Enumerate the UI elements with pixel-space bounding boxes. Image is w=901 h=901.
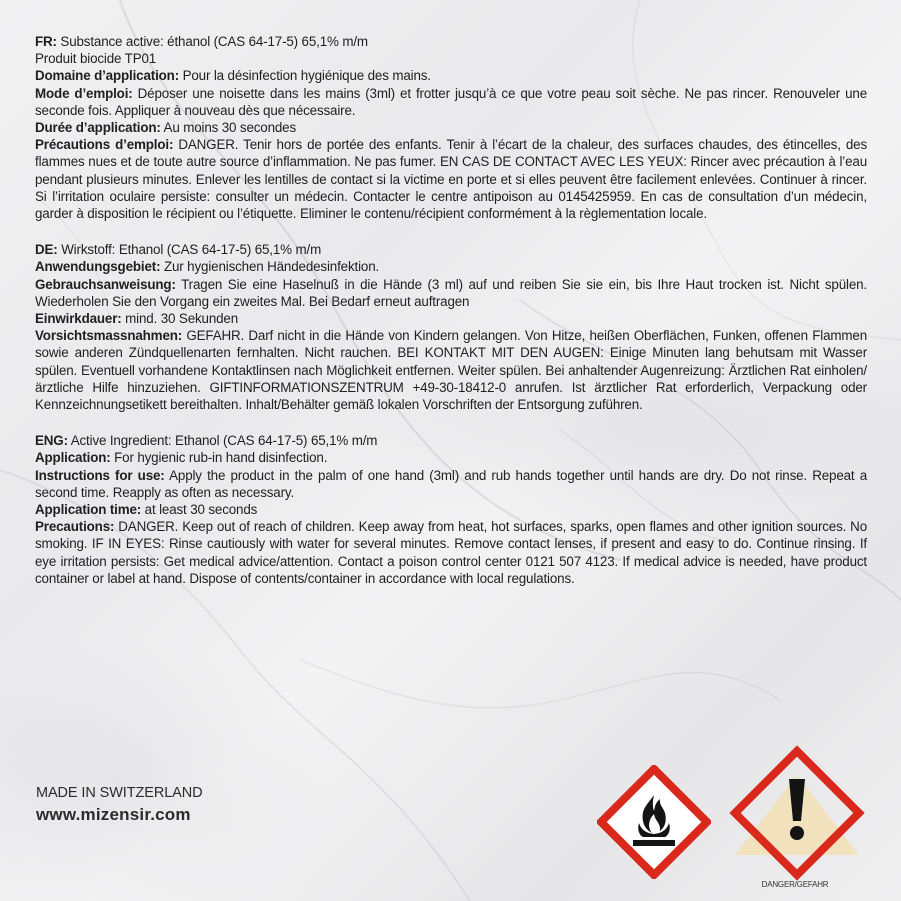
de-use	[35, 276, 867, 310]
danger-label: DANGER/GEFAHR	[761, 880, 829, 889]
de-time-label: Einwirkdauer:	[35, 311, 122, 327]
fr-prec-label: Précautions d’emploi:	[35, 137, 174, 153]
en-use-text: Apply the product in the palm of one hand (3ml) and rub hands together until hands are dry. Do not rinse. Repeat a second time. Reapply as often as necessary.	[35, 467, 868, 500]
en-app-label: Application:	[35, 450, 111, 466]
en-prec-label: Precautions:	[35, 519, 115, 535]
fr-duree-text: Au moins 30 secondes	[160, 120, 297, 136]
de-substance-text: Wirkstoff: Ethanol (CAS 64-17-5) 65,1% m/m	[57, 242, 322, 258]
fr-duree	[35, 119, 867, 136]
de-lang-label: DE:	[35, 242, 58, 258]
fr-lang-label: FR:	[35, 34, 57, 49]
fr-substance-text: Substance active: éthanol (CAS 64-17-5) 65,1% m/m	[56, 34, 368, 49]
made-in-label: MADE IN SWITZERLAND	[36, 785, 203, 801]
en-application	[35, 449, 867, 466]
en-time	[35, 501, 867, 518]
en-lang-label: ENG:	[35, 433, 68, 449]
en-substance	[35, 432, 867, 449]
fr-mode	[35, 85, 867, 119]
flame-icon	[597, 765, 711, 879]
fr-precautions	[35, 136, 867, 222]
fr-domain-text: Pour la désinfection hygiénique des mains.	[179, 68, 431, 84]
en-app-text: For hygienic rub-in hand disinfection.	[110, 450, 328, 466]
en-use-label: Instructions for use:	[35, 467, 165, 483]
en-time-label: Application time:	[35, 502, 142, 518]
fr-domain-label: Domaine d’application:	[35, 68, 180, 84]
website-link[interactable]: www.mizensir.com	[36, 805, 191, 824]
de-use-text: Tragen Sie eine Haselnuß in die Hände (3 ml) auf und reiben Sie sie ein, bis Ihre Haut trocken ist. Nicht spülen. Wiederholen Sie den Vorgang ein zweites Mal. Bei Bedarf erneut auftragen	[35, 276, 867, 309]
en-substance-text: Active Ingredient: Ethanol (CAS 64-17-5) 65,1% m/m	[67, 433, 378, 449]
exclamation-icon	[727, 745, 867, 885]
en-time-text: at least 30 seconds	[141, 502, 258, 518]
section-fr	[35, 33, 867, 222]
section-de	[35, 241, 867, 413]
de-prec-label: Vorsichtsmassnahmen:	[35, 328, 183, 344]
footer	[36, 785, 202, 825]
fr-substance	[35, 33, 867, 50]
de-area	[35, 258, 867, 275]
de-prec-text: GEFAHR. Darf nicht in die Hände von Kindern gelangen. Von Hitze, heißen Oberflächen, Funken, offenen Flammen sowie anderen Zündquellenarten fernhalten. Nicht rauchen. BEI KONTAKT MIT DEN AUGEN: Einige Minuten lang behutsam mit Wasser spülen. Eventuell vorhandene Kontaktlinsen nach Möglichkeit entfernen. Weiter spülen. Bei anhaltender Augenreizung: Ärztlichen Rat einholen/ärztliche Hilfe hinzuziehen. GIFTINFORMATIONSZENTRUM +49-30-18412-0 anrufen. Ist ärztlicher Rat erforderlich, Verpackung oder Kennzeichnungsetikett bereithalten. Inhalt/Behälter gemäß lokalen Vorschriften der Entsorgung zuführen.	[35, 328, 867, 413]
de-substance	[35, 241, 867, 258]
fr-biocide: Produit biocide TP01	[35, 51, 157, 67]
de-area-label: Anwendungsgebiet:	[35, 259, 161, 275]
en-use	[35, 467, 867, 501]
fr-duree-label: Durée d’application:	[35, 120, 161, 136]
de-time-text: mind. 30 Sekunden	[121, 311, 239, 327]
en-precautions	[35, 518, 867, 587]
en-prec-text: DANGER. Keep out of reach of children. Keep away from heat, hot surfaces, sparks, open flames and other ignition sources. No smoking. IF IN EYES: Rinse cautiously with water for several minutes. Remove contact lenses, if present and easy to do. Continue rinsing. If eye irritation persists: Get medical advice/attention. Contact a poison control center 0121 507 4123. If medical advice is needed, have product container or label at hand. Dispose of contents/container in accordance with local regulations.	[35, 519, 867, 586]
fr-mode-label: Mode d’emploi:	[35, 85, 133, 101]
fr-prec-text: DANGER. Tenir hors de portée des enfants. Tenir à l’écart de la chaleur, des surfaces chaudes, des étincelles, des flammes nues et de toute autre source d’inflammation. Ne pas fumer. EN CAS DE CONTACT AVEC LES YEUX: Rincer avec précaution à l’eau pendant plusieurs minutes. Enlever les lentilles de contact si la victime en porte et si elles peuvent être facilement enlevées. Continuer à rincer. Si l’irritation oculaire persiste: consulter un médecin. Contacter le centre antipoison au 0145425959. En cas de consultation d’un médecin, garder à disposition le récipient ou l’étiquette. Eliminer le contenu/récipient conformément à la règlementation locale.	[35, 137, 868, 222]
de-time	[35, 310, 867, 327]
fr-domain	[35, 67, 867, 84]
fr-mode-text: Déposer une noisette dans les mains (3ml) et frotter jusqu’à ce que votre peau soit sèche. Ne pas rincer. Renouveler une seconde fois. Appliquer à nouveau dès que nécessaire.	[35, 85, 868, 118]
de-area-text: Zur hygienischen Händedesinfektion.	[160, 259, 380, 275]
section-en	[35, 432, 867, 587]
de-use-label: Gebrauchsanweisung:	[35, 276, 176, 292]
de-precautions	[35, 327, 867, 413]
label-text	[35, 33, 867, 606]
